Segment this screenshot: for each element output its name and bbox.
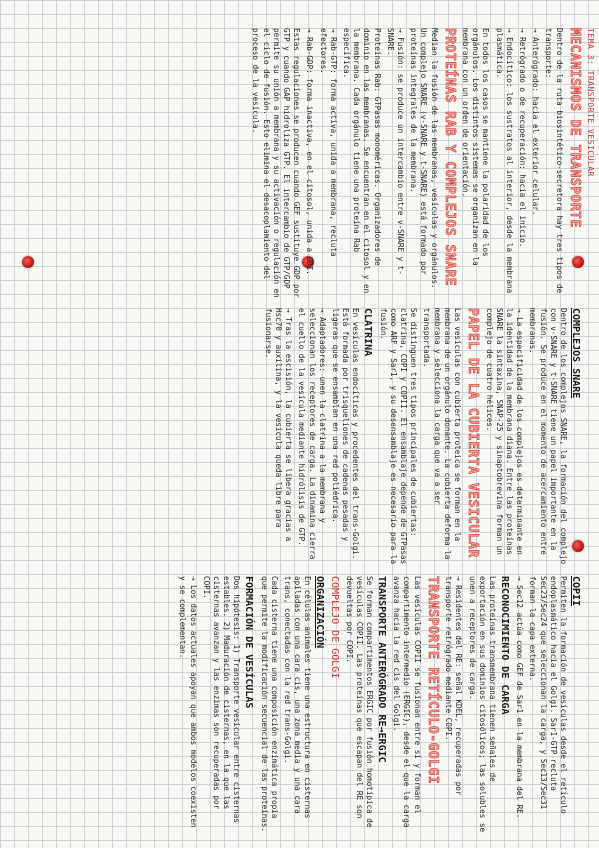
heading-complejos-snare: COMPLEJOS SNARE	[570, 308, 581, 399]
heading-formacion-vesiculas: FORMACIÓN DE VESÍCULAS	[243, 576, 255, 709]
note-paragraph: → Retrógrado o de recuperación: hacia el inicio.	[518, 28, 528, 248]
note-paragraph: Dos hipótesis: 1) Transporte vesicular entre cisternas estables. 2) Maduración de cisternas, en la que las cisternas avanzan y las enzimas son recuperadas por COPI.	[201, 576, 242, 823]
note-paragraph: Proteínas Rab: GTPasas monoméricas. Organizadores de dominio en las membranas. Se encuentran en el citosol y en la membrana. Cada orgánulo tiene una proteína Rab específica.	[341, 28, 382, 294]
topic-label: TEMA 3: TRANSPORTE VESICULAR	[586, 28, 595, 177]
column-2	[0, 308, 599, 566]
heading-mecanismos: MECANISMOS DE TRANSPORTE	[567, 28, 582, 228]
heading-reticulo-golgi: TRANSPORTE RETÍCULO-GOLGI	[424, 576, 440, 785]
note-paragraph: → Rab-GTP: forma activa, unida a membrana, recluta efectores.	[318, 28, 338, 257]
note-paragraph: → Los datos actuales apoyan que ambos modelos coexisten y se complementan.	[178, 576, 198, 828]
note-paragraph: En todos los casos se mantiene la polaridad de los orgánulos. Los distintos sistemas se organizan en la membrana con un orden de orientación.	[461, 28, 491, 266]
note-paragraph: Se distinguen tres tipos principales de cubiertas: clatrina, COPI y COPII. El ensamblaje depende de GTPasas como ARF y Sar1, y su desensamblaje es necesario para la fusión.	[378, 308, 419, 565]
note-paragraph: Se forman compartimentos ERGIC por fusión homotípica de vesículas COPII. Las proteínas que escapan del RE son devueltas por COPI.	[344, 576, 375, 828]
heading-reconocimiento: RECONOCIMIENTO DE CARGA	[498, 576, 510, 715]
note-paragraph: Cada cisterna tiene una composición enzimática propia que permite la modificación secuencial de las proteínas.	[259, 576, 279, 833]
note-paragraph: Estas regulaciones se producen cuando GEF sustituye GDP por GTP y cuando GAP hidroliza GTP. El intercambio de GTP/GDP permite su unión a membrana y su activación o regulación en el ciclo de fusión. Esto elimina el desacoplamiento del proceso de la vesícula.	[251, 28, 302, 298]
column-3	[0, 576, 599, 834]
heading-clatrina: CLATRINA	[362, 308, 374, 357]
note-paragraph: Las vesículas con cubierta proteica se forman en la membrana de un orgánulo donante. La cubierta deforma la membrana y selecciona la carga que va a ser transportada.	[422, 308, 463, 560]
heading-rab-snare: PROTEÍNAS RAB Y COMPLEJOS SNARE	[441, 28, 457, 287]
note-paragraph: Median la fusión de las membranas, vesículas y orgánulos. Un complejo SNARE (v-SNARE y t-SNARE) está formado por proteínas integrales de la membrana.	[409, 28, 439, 289]
heading-organizacion: ORGANIZACIÓN	[314, 576, 326, 649]
note-paragraph: → Endocítico: los sustratos al interior, desde la membrana plasmática.	[494, 28, 514, 294]
note-paragraph: Permiten la formación de vesículas desde el retículo endoplasmático hacia el Golgi. Sar1-GTP recluta Sec23/Sec24 que seleccionan la carga, y Sec13/Sec31 forman la capa externa.	[528, 576, 568, 814]
note-paragraph: → Fusión: se produce un intercambio entre v-SNARE y t-SNARE.	[385, 28, 405, 275]
heading-cubierta-vesicular: PAPEL DE LA CUBIERTA VESICULAR	[465, 308, 481, 558]
note-paragraph: → La especificidad de los complejos es determinante en la identidad de la membrana diana. Entre las proteínas SNARE la sintaxina, SNAP-25 y sinaptobrevina forman un complejo de cuatro hélices.	[484, 308, 525, 555]
note-paragraph: → Anterógrado: hacia el exterior celular.	[531, 28, 541, 216]
heading-anterogrado: TRANSPORTE ANTERÓGRADO RE→ERGIC	[376, 576, 388, 763]
note-paragraph: → Tras la escisión, la cubierta se libera gracias a Hsc70 y auxilina, y la vesícula queda libre para fusionarse.	[263, 308, 294, 542]
note-paragraph: Dentro de los complejos SNARE, la formación del complejo con v-SNARE y t-SNARE tiene un papel importante en la fusión. Se produce en el momento de acercamiento entre membranas.	[528, 308, 568, 565]
note-paragraph: → Rab-GDP: forma inactiva, en el citosol, unida a GDI.	[305, 28, 315, 275]
note-paragraph: Las vesículas COPII se fusionan entre sí y forman el compartimento intermedio (ERGIC), desde el que la carga avanza hacia la red cis del Golgi.	[392, 576, 422, 828]
note-paragraph: Dentro de la ruta biosintético-secretora hay tres tipos de transporte:	[544, 28, 564, 294]
note-paragraph: → Residentes del RE: señal KDEL, recuperadas por transporte retrógrado mediante COPI.	[444, 576, 464, 796]
note-paragraph: Las proteínas transmembrana tienen señales de exportación en sus dominios citosólicos; las solubles se unen a receptores de carga.	[467, 576, 497, 833]
note-paragraph: En células animales tiene una estructura en cisternas apiladas con una cara cis, una zona media y una cara trans, conectadas con la red trans-Golgi.	[283, 576, 313, 819]
heading-complejo-golgi: COMPLEJO DE GOLGI	[329, 576, 341, 679]
column-1	[0, 28, 599, 298]
note-paragraph: → Adaptadores: unen la clatrina a la membrana y seleccionan los receptores de carga. La dinamina cierra el cuello de la vesícula mediante hidrólisis de GTP.	[297, 308, 327, 560]
heading-copii: COPII	[570, 576, 581, 607]
note-paragraph: → Sec12 actúa como GEF de Sar1 en la membrana del RE.	[515, 576, 525, 819]
note-paragraph: En vesículas endocíticas y procedentes del trans-Golgi. Está formada por trisqueliones de cadenas pesadas y ligeras que se ensamblan en una red poliédrica.	[331, 308, 361, 560]
